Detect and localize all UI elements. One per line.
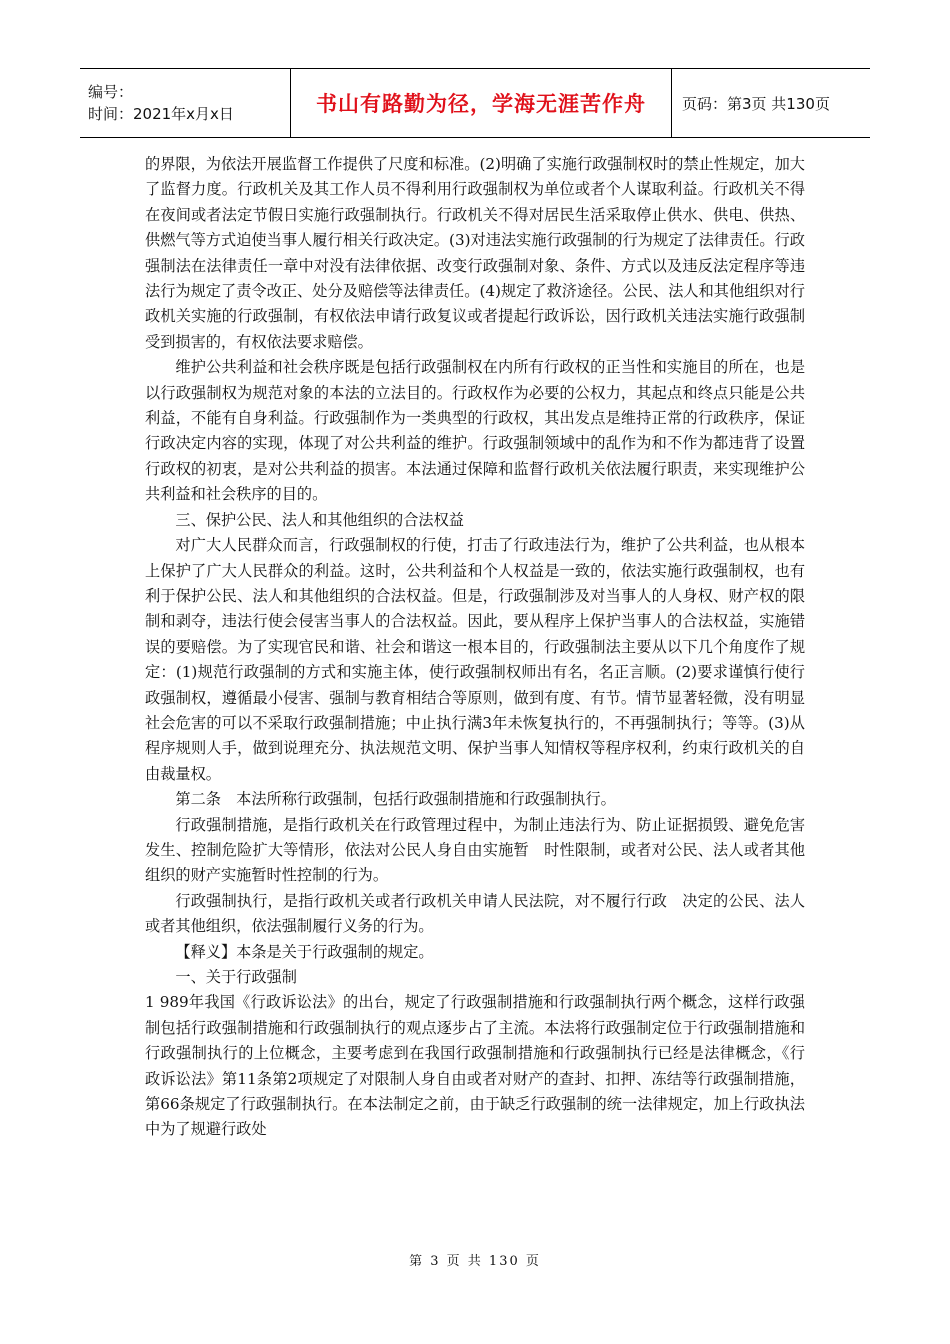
header-meta <box>80 69 291 137</box>
body-paragraph: 【释义】本条是关于行政强制的规定。 <box>175 942 434 961</box>
body-paragraph: 三、保护公民、法人和其他组织的合法权益 <box>175 510 464 529</box>
body-paragraph: 一、关于行政强制 <box>175 968 297 986</box>
body-paragraph: 的界限，为依法开展监督工作提供了尺度和标准。(2)明确了实施行政强制权时的禁止性规定，加大了监督力度。行政机关及其工作人员不得利用行政强制权为单位或者个人谋取利益。行政机关不得在夜间或者法定节假日实施行政强制执行。行政机关不得对居民生活采取停止供水、供电、供热、供燃气等方式迫使当事人履行相关行政决定。(3)对违法实施行政强制的行为规定了法律责任。行政强制法在法律责任一章中对没有法律依据、改变行政强制对象、条件、方式以及违反法定程序等违法行为规定了责令改正、处分及赔偿等法律责任。(4)规定了救济途径。公民、法人和其他组织对行政机关实施的行政强制，有权依法申请行政复议或者提起行政诉讼，因行政机关违法实施行政强制受到损害的，有权依法要求赔偿。 <box>145 155 805 351</box>
header-page-info: 页码：第3页 共130页 <box>682 94 830 113</box>
document-number-label: 编号： <box>88 83 134 101</box>
header-motto-cell <box>291 69 672 137</box>
header-motto: 书山有路勤为径，学海无涯苦作舟 <box>316 92 646 116</box>
page-header <box>80 68 870 138</box>
body-paragraph: 维护公共利益和社会秩序既是包括行政强制权在内所有行政权的正当性和实施目的所在，也是以行政强制权为规范对象的本法的立法目的。行政权作为必要的公权力，其起点和终点只能是公共利益，不能有自身利益。行政强制作为一类典型的行政权，其出发点是维持正常的行政秩序，保证行政决定内容的实现，体现了对公共利益的维护。行政强制领域中的乱作为和不作为都违背了设置行政权的初衷，是对公共利益的损害。本法通过保障和监督行政机关依法履行职责，来实现维护公共利益和社会秩序的目的。 <box>145 358 805 504</box>
body-paragraph: 行政强制执行，是指行政机关或者行政机关申请人民法院，对不履行行政 决定的公民、法人或者其他组织，依法强制履行义务的行为。 <box>145 891 805 936</box>
body-paragraph: 对广大人民群众而言，行政强制权的行使，打击了行政违法行为，维护了公共利益，也从根本上保护了广大人民群众的利益。这时，公共利益和个人权益是一致的，依法实施行政强制权，也有利于保护公民、法人和其他组织的合法权益。但是，行政强制涉及对当事人的人身权、财产权的限制和剥夺，违法行使会侵害当事人的合法权益。因此，要从程序上保护当事人的合法权益，实施错误的要赔偿。为了实现官民和谐、社会和谐这一根本目的，行政强制法主要从以下几个角度作了规定：(1)规范行政强制的方式和实施主体，使行政强制权师出有名，名正言顺。(2)要求谨慎行使行政强制权，遵循最小侵害、强制与教育相结合等原则，做到有度、有节。情节显著轻微，没有明显社会危害的可以不采取行政强制措施；中止执行满3年未恢复执行的，不再强制执行；等等。(3)从程序规则人手，做到说理充分、执法规范文明、保护当事人知情权等程序权利，约束行政机关的自由裁量权。 <box>145 536 805 783</box>
body-paragraph: 第二条 本法所称行政强制，包括行政强制措施和行政强制执行。 <box>175 790 616 809</box>
document-date: 时间：2021年x月x日 <box>88 105 234 123</box>
page-footer: 第 3 页 共 130 页 <box>409 1254 541 1269</box>
body-paragraph: 行政强制措施，是指行政机关在行政管理过程中，为制止违法行为、防止证据损毁、避免危害发生、控制危险扩大等情形，依法对公民人身自由实施暂 时性限制，或者对公民、法人或者其他组织的财产实施暂时性控制的行为。 <box>145 815 805 885</box>
body-paragraph: 1 989年我国《行政诉讼法》的出台，规定了行政强制措施和行政强制执行两个概念，这样行政强制包括行政强制措施和行政强制执行的观点逐步占了主流。本法将行政强制定位于行政强制措施和行政强制执行的上位概念，主要考虑到在我国行政强制措施和行政强制执行已经是法律概念，《行政诉讼法》第11条第2项规定了对限制人身自由或者对财产的查封、扣押、冻结等行政强制措施，第66条规定了行政强制执行。在本法制定之前，由于缺乏行政强制的统一法律规定，加上行政执法中为了规避行政处 <box>145 993 805 1139</box>
header-page-cell <box>672 69 870 137</box>
document-body <box>145 152 805 1143</box>
